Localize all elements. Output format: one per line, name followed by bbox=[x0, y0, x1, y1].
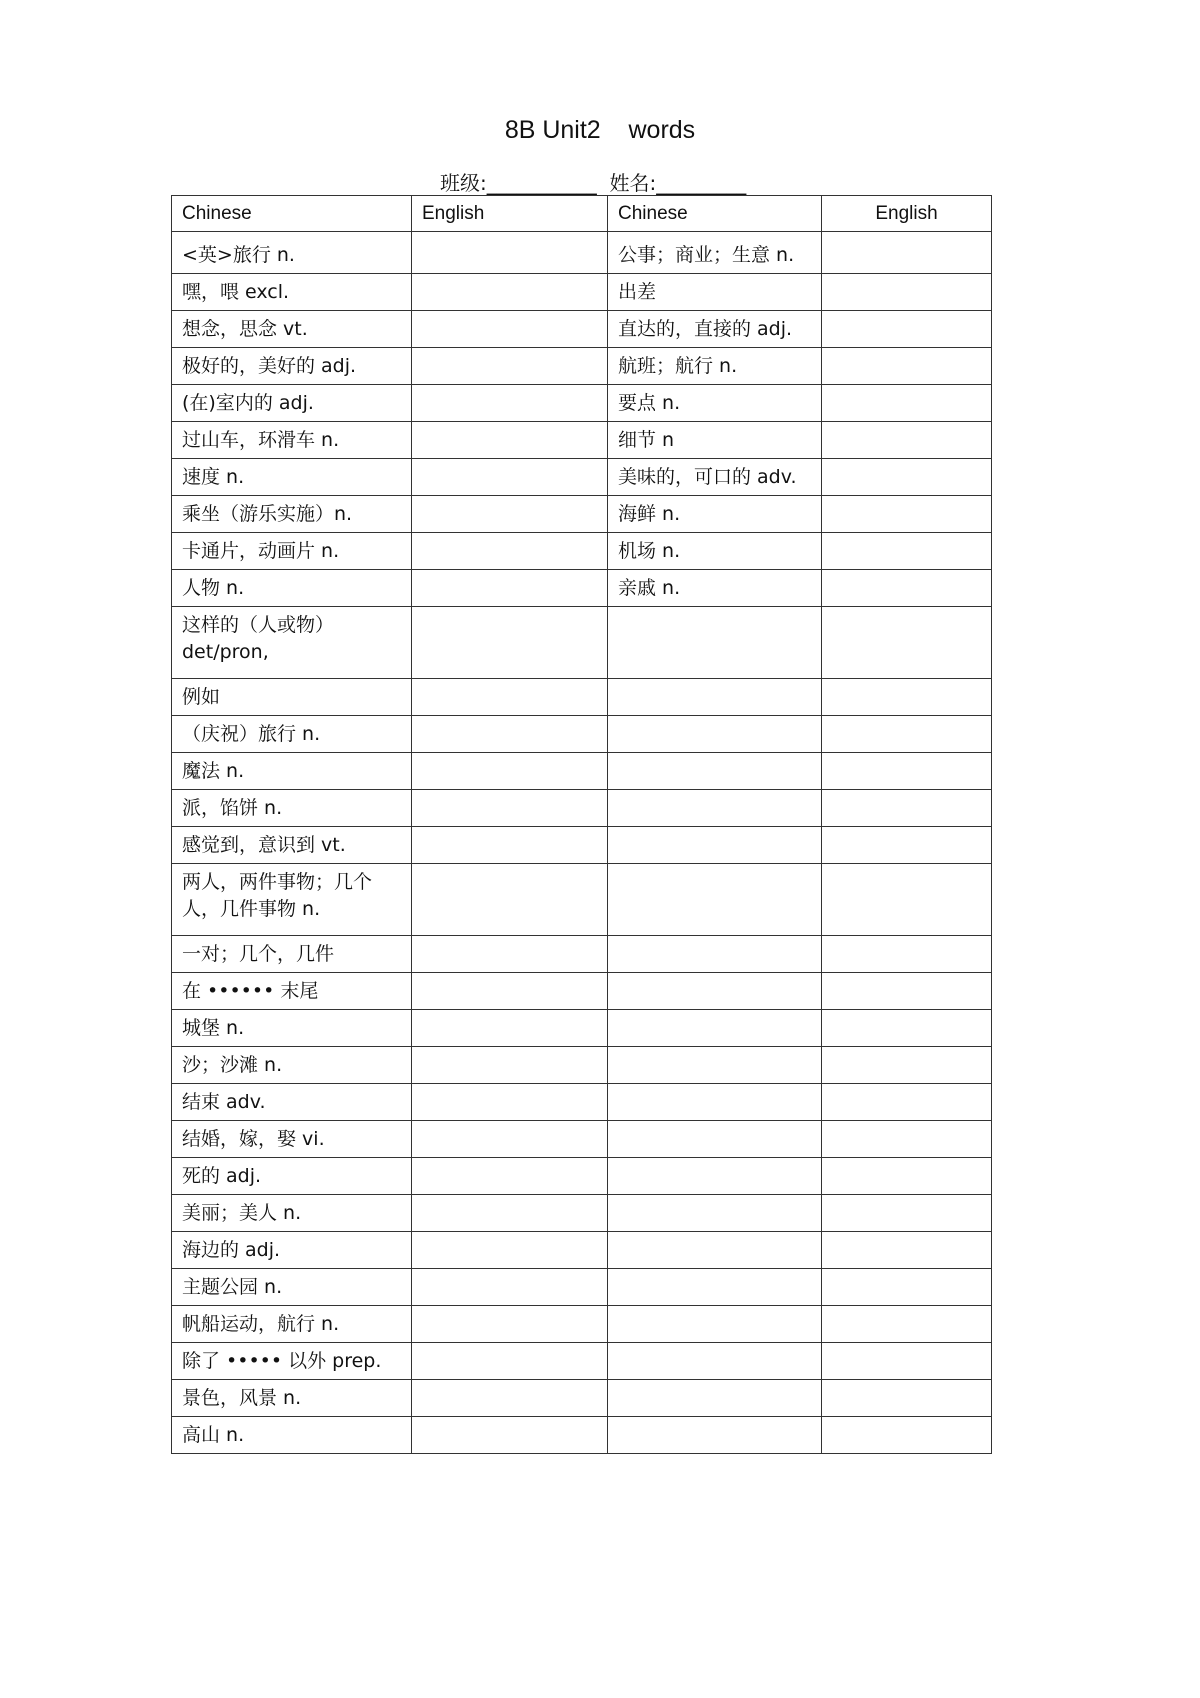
english-answer-cell[interactable] bbox=[822, 274, 992, 311]
chinese-cell: 死的 adj. bbox=[172, 1158, 412, 1195]
english-answer-cell[interactable] bbox=[822, 348, 992, 385]
table-row bbox=[172, 496, 992, 533]
table-row bbox=[172, 1010, 992, 1047]
english-answer-cell[interactable] bbox=[412, 1306, 608, 1343]
table-row bbox=[172, 1232, 992, 1269]
table-row bbox=[172, 827, 992, 864]
english-answer-cell[interactable] bbox=[822, 1306, 992, 1343]
english-answer-cell[interactable] bbox=[412, 936, 608, 973]
chinese-cell bbox=[608, 607, 822, 679]
table-row bbox=[172, 422, 992, 459]
english-answer-cell[interactable] bbox=[412, 1047, 608, 1084]
english-answer-cell[interactable] bbox=[412, 385, 608, 422]
chinese-cell: 要点 n. bbox=[608, 385, 822, 422]
english-answer-cell[interactable] bbox=[822, 827, 992, 864]
chinese-cell: 除了 ••••• 以外 prep. bbox=[172, 1343, 412, 1380]
english-answer-cell[interactable] bbox=[822, 1380, 992, 1417]
chinese-cell: 例如 bbox=[172, 679, 412, 716]
table-header-row bbox=[172, 196, 992, 232]
english-answer-cell[interactable] bbox=[822, 1084, 992, 1121]
chinese-cell: 沙；沙滩 n. bbox=[172, 1047, 412, 1084]
english-answer-cell[interactable] bbox=[822, 1343, 992, 1380]
english-answer-cell[interactable] bbox=[412, 716, 608, 753]
table-row bbox=[172, 679, 992, 716]
table-row bbox=[172, 533, 992, 570]
name-label: 姓名: bbox=[609, 171, 657, 195]
chinese-cell bbox=[608, 753, 822, 790]
table-row bbox=[172, 936, 992, 973]
chinese-cell: 结束 adv. bbox=[172, 1084, 412, 1121]
student-info bbox=[440, 167, 746, 196]
english-answer-cell[interactable] bbox=[412, 1158, 608, 1195]
english-answer-cell[interactable] bbox=[412, 753, 608, 790]
english-answer-cell[interactable] bbox=[412, 496, 608, 533]
table-row bbox=[172, 607, 992, 679]
english-answer-cell[interactable] bbox=[822, 496, 992, 533]
english-answer-cell[interactable] bbox=[822, 753, 992, 790]
english-answer-cell[interactable] bbox=[412, 827, 608, 864]
chinese-cell: 帆船运动，航行 n. bbox=[172, 1306, 412, 1343]
chinese-cell bbox=[608, 1010, 822, 1047]
chinese-cell: 海边的 adj. bbox=[172, 1232, 412, 1269]
table-row bbox=[172, 1380, 992, 1417]
english-answer-cell[interactable] bbox=[822, 716, 992, 753]
chinese-cell bbox=[608, 679, 822, 716]
english-answer-cell[interactable] bbox=[412, 570, 608, 607]
class-blank[interactable]: ___________ bbox=[486, 171, 597, 195]
chinese-cell bbox=[608, 790, 822, 827]
english-answer-cell[interactable] bbox=[412, 1121, 608, 1158]
english-answer-cell[interactable] bbox=[412, 1343, 608, 1380]
english-answer-cell[interactable] bbox=[822, 936, 992, 973]
english-answer-cell[interactable] bbox=[412, 973, 608, 1010]
chinese-cell bbox=[608, 1047, 822, 1084]
english-answer-cell[interactable] bbox=[412, 348, 608, 385]
chinese-cell bbox=[608, 936, 822, 973]
chinese-cell bbox=[608, 1121, 822, 1158]
chinese-cell: 嘿，喂 excl. bbox=[172, 274, 412, 311]
table-row bbox=[172, 790, 992, 827]
english-answer-cell[interactable] bbox=[412, 274, 608, 311]
english-answer-cell[interactable] bbox=[822, 385, 992, 422]
english-answer-cell[interactable] bbox=[822, 422, 992, 459]
header-english-2: English bbox=[822, 196, 992, 232]
english-answer-cell[interactable] bbox=[412, 1195, 608, 1232]
chinese-cell bbox=[608, 1380, 822, 1417]
english-answer-cell[interactable] bbox=[412, 864, 608, 936]
english-answer-cell[interactable] bbox=[412, 1269, 608, 1306]
table-row bbox=[172, 1158, 992, 1195]
english-answer-cell[interactable] bbox=[822, 1232, 992, 1269]
english-answer-cell[interactable] bbox=[412, 459, 608, 496]
english-answer-cell[interactable] bbox=[412, 679, 608, 716]
english-answer-cell[interactable] bbox=[822, 311, 992, 348]
header-chinese-2: Chinese bbox=[608, 196, 822, 232]
table-row bbox=[172, 1084, 992, 1121]
table-row bbox=[172, 385, 992, 422]
english-answer-cell[interactable] bbox=[412, 232, 608, 274]
header-english-1: English bbox=[412, 196, 608, 232]
table-row bbox=[172, 753, 992, 790]
english-answer-cell[interactable] bbox=[412, 1380, 608, 1417]
english-answer-cell[interactable] bbox=[822, 1047, 992, 1084]
header-chinese-1: Chinese bbox=[172, 196, 412, 232]
table-row bbox=[172, 716, 992, 753]
table-row bbox=[172, 232, 992, 274]
chinese-cell: 魔法 n. bbox=[172, 753, 412, 790]
chinese-cell: 航班；航行 n. bbox=[608, 348, 822, 385]
chinese-cell bbox=[608, 1417, 822, 1454]
chinese-cell: 美丽；美人 n. bbox=[172, 1195, 412, 1232]
english-answer-cell[interactable] bbox=[822, 1417, 992, 1454]
english-answer-cell[interactable] bbox=[822, 607, 992, 679]
chinese-cell bbox=[608, 864, 822, 936]
table-row bbox=[172, 1269, 992, 1306]
chinese-cell: 直达的，直接的 adj. bbox=[608, 311, 822, 348]
chinese-cell: 主题公园 n. bbox=[172, 1269, 412, 1306]
vocabulary-table bbox=[171, 195, 992, 1454]
chinese-cell bbox=[608, 1306, 822, 1343]
chinese-cell: 卡通片，动画片 n. bbox=[172, 533, 412, 570]
english-answer-cell[interactable] bbox=[412, 790, 608, 827]
chinese-cell: 机场 n. bbox=[608, 533, 822, 570]
chinese-cell: 一对；几个，几件 bbox=[172, 936, 412, 973]
chinese-cell bbox=[608, 1269, 822, 1306]
chinese-cell: 过山车，环滑车 n. bbox=[172, 422, 412, 459]
english-answer-cell[interactable] bbox=[822, 1158, 992, 1195]
table-row bbox=[172, 274, 992, 311]
chinese-cell bbox=[608, 973, 822, 1010]
chinese-cell bbox=[608, 1343, 822, 1380]
chinese-cell bbox=[608, 1195, 822, 1232]
chinese-cell bbox=[608, 1084, 822, 1121]
chinese-cell: 景色，风景 n. bbox=[172, 1380, 412, 1417]
table-row bbox=[172, 973, 992, 1010]
table-row bbox=[172, 1195, 992, 1232]
table-row bbox=[172, 1047, 992, 1084]
chinese-cell: 在 •••••• 末尾 bbox=[172, 973, 412, 1010]
english-answer-cell[interactable] bbox=[822, 973, 992, 1010]
english-answer-cell[interactable] bbox=[822, 1121, 992, 1158]
chinese-cell: 高山 n. bbox=[172, 1417, 412, 1454]
chinese-cell: (在)室内的 adj. bbox=[172, 385, 412, 422]
english-answer-cell[interactable] bbox=[822, 1269, 992, 1306]
english-answer-cell[interactable] bbox=[412, 533, 608, 570]
english-answer-cell[interactable] bbox=[412, 1084, 608, 1121]
chinese-cell: 两人，两件事物；几个人，几件事物 n. bbox=[172, 864, 412, 936]
chinese-cell bbox=[608, 827, 822, 864]
name-blank[interactable]: _________ bbox=[656, 171, 747, 195]
chinese-cell: 想念，思念 vt. bbox=[172, 311, 412, 348]
chinese-cell: 城堡 n. bbox=[172, 1010, 412, 1047]
chinese-cell: 速度 n. bbox=[172, 459, 412, 496]
chinese-cell: 这样的（人或物）det/pron, bbox=[172, 607, 412, 679]
table-row bbox=[172, 1343, 992, 1380]
table-row bbox=[172, 864, 992, 936]
chinese-cell: 细节 n bbox=[608, 422, 822, 459]
chinese-cell: 极好的，美好的 adj. bbox=[172, 348, 412, 385]
english-answer-cell[interactable] bbox=[822, 679, 992, 716]
english-answer-cell[interactable] bbox=[822, 864, 992, 936]
chinese-cell: 结婚，嫁，娶 vi. bbox=[172, 1121, 412, 1158]
english-answer-cell[interactable] bbox=[412, 1010, 608, 1047]
english-answer-cell[interactable] bbox=[412, 607, 608, 679]
chinese-cell: 海鲜 n. bbox=[608, 496, 822, 533]
english-answer-cell[interactable] bbox=[412, 422, 608, 459]
table-row bbox=[172, 311, 992, 348]
chinese-cell: 感觉到，意识到 vt. bbox=[172, 827, 412, 864]
english-answer-cell[interactable] bbox=[412, 1232, 608, 1269]
table-row bbox=[172, 459, 992, 496]
english-answer-cell[interactable] bbox=[412, 311, 608, 348]
table-row bbox=[172, 1417, 992, 1454]
english-answer-cell[interactable] bbox=[822, 459, 992, 496]
chinese-cell bbox=[608, 1158, 822, 1195]
table-row bbox=[172, 1306, 992, 1343]
chinese-cell: <英>旅行 n. bbox=[172, 232, 412, 274]
table-row bbox=[172, 348, 992, 385]
english-answer-cell[interactable] bbox=[822, 1010, 992, 1047]
english-answer-cell[interactable] bbox=[822, 790, 992, 827]
english-answer-cell[interactable] bbox=[822, 533, 992, 570]
chinese-cell bbox=[608, 716, 822, 753]
table-row bbox=[172, 570, 992, 607]
chinese-cell: 出差 bbox=[608, 274, 822, 311]
chinese-cell: 亲戚 n. bbox=[608, 570, 822, 607]
chinese-cell: 美味的，可口的 adv. bbox=[608, 459, 822, 496]
chinese-cell: 人物 n. bbox=[172, 570, 412, 607]
chinese-cell bbox=[608, 1232, 822, 1269]
chinese-cell: 派，馅饼 n. bbox=[172, 790, 412, 827]
english-answer-cell[interactable] bbox=[822, 232, 992, 274]
chinese-cell: 公事；商业；生意 n. bbox=[608, 232, 822, 274]
table-row bbox=[172, 1121, 992, 1158]
page-title: 8B Unit2 words bbox=[504, 116, 696, 144]
english-answer-cell[interactable] bbox=[822, 570, 992, 607]
chinese-cell: （庆祝）旅行 n. bbox=[172, 716, 412, 753]
english-answer-cell[interactable] bbox=[412, 1417, 608, 1454]
english-answer-cell[interactable] bbox=[822, 1195, 992, 1232]
class-label: 班级: bbox=[440, 171, 487, 195]
chinese-cell: 乘坐（游乐实施）n. bbox=[172, 496, 412, 533]
